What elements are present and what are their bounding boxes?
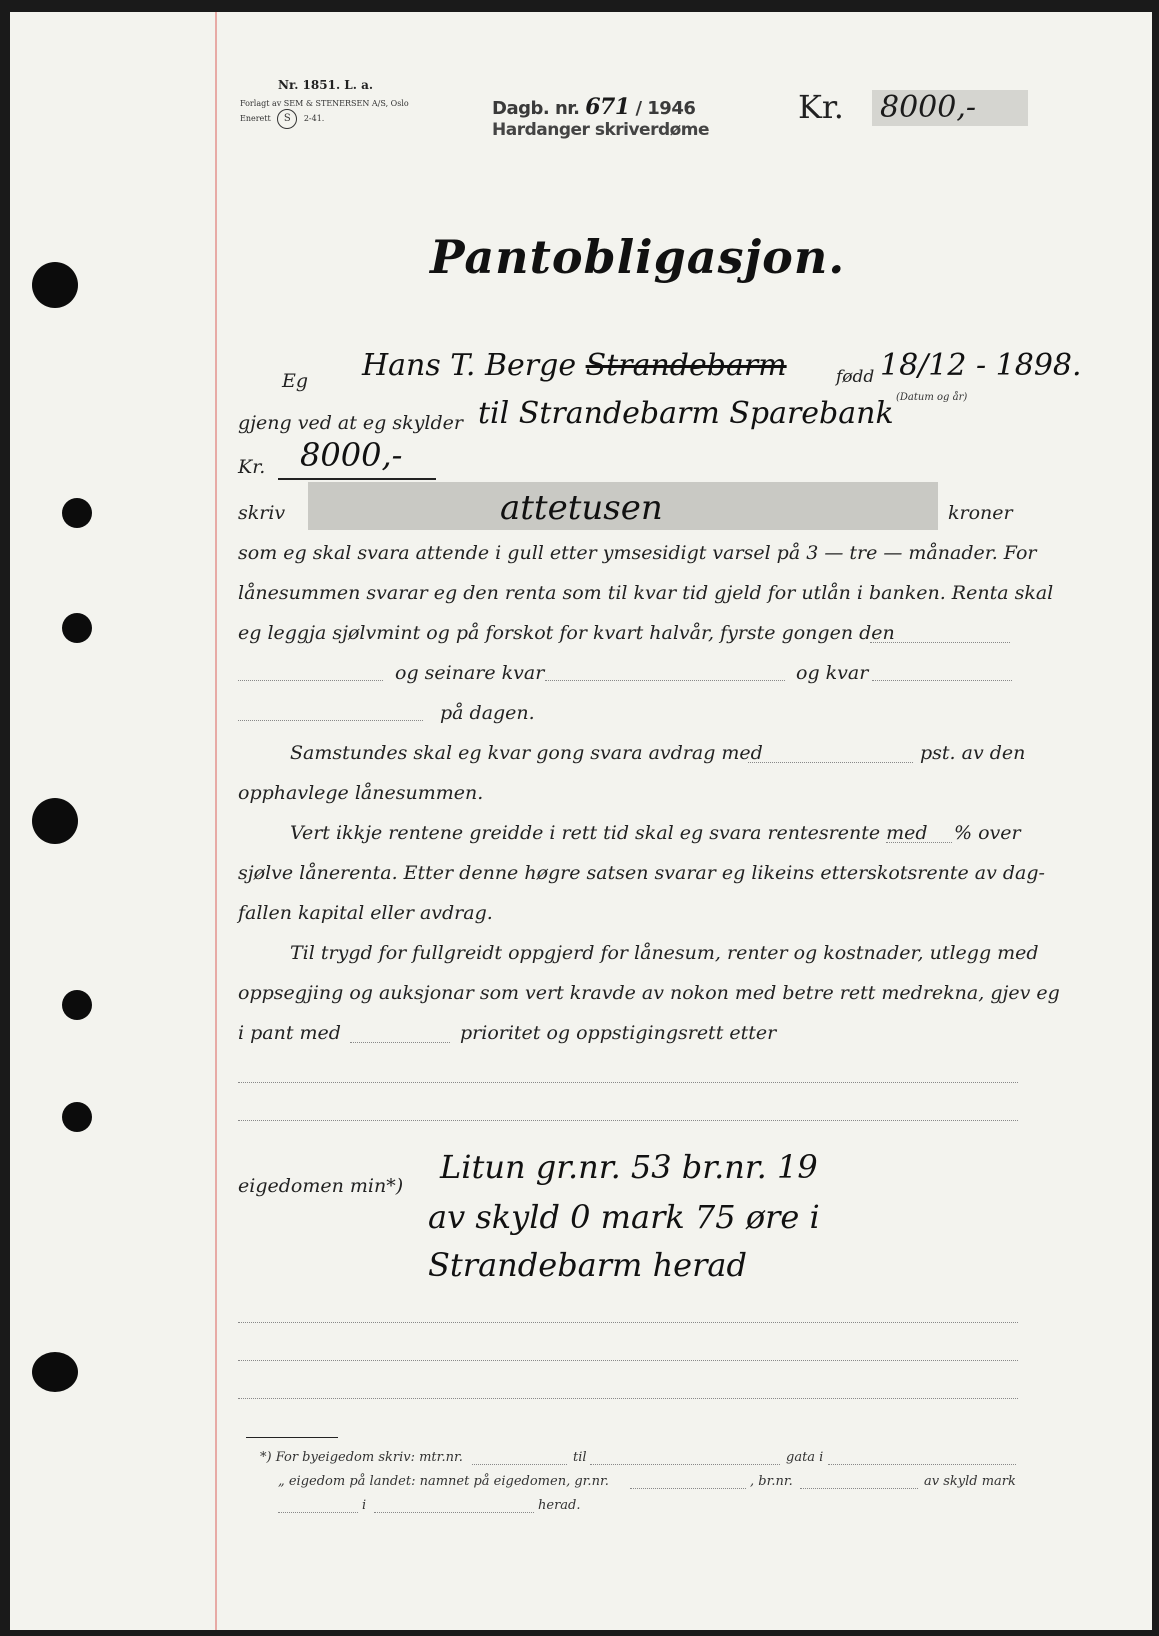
dotted-line: [828, 1464, 1016, 1465]
dagb-number: 671: [585, 94, 630, 120]
line-10: oppsegjing og auksjonar som vert kravde av nokon med betre rett medrekna, gjev eg: [238, 982, 1060, 1004]
punch-hole: [62, 1102, 92, 1132]
form-code: 2-41.: [303, 114, 325, 123]
line-9: Til trygd for fullgreidt oppgjerd for lånesum, renter og kostnader, utlegg med: [290, 942, 1039, 964]
debtor-name: [362, 348, 787, 383]
dotted-line: [590, 1464, 780, 1465]
footnote-3a: i: [362, 1498, 367, 1513]
publisher-line: [240, 98, 440, 129]
dagb-year: / 1946: [635, 98, 696, 119]
birth-date: 18/12 - 1898.: [880, 348, 1082, 383]
line-1: som eg skal svara attende i gull etter ymsesidigt varsel på 3 — tre — månader. For: [238, 542, 1037, 564]
footnote-2b: , br.nr.: [750, 1474, 793, 1489]
punch-hole: [62, 990, 92, 1020]
footnote-1a: *) For byeigedom skriv: mtr.nr.: [260, 1450, 463, 1465]
line-4b: pst. av den: [920, 742, 1026, 764]
i-pant-label: i pant med: [238, 1022, 341, 1044]
footnote-1c: gata i: [786, 1450, 824, 1465]
dagbok-stamp: [492, 94, 695, 120]
eigedomen-label: eigedomen min*): [238, 1175, 404, 1197]
dotted-line: [238, 1360, 1018, 1361]
punch-hole: [32, 1352, 78, 1392]
pa-dagen-label: på dagen.: [440, 702, 535, 724]
footnote-2c: av skyld mark: [924, 1474, 1016, 1489]
skriv-label: skriv: [238, 502, 286, 524]
footnote-3b: herad.: [538, 1498, 581, 1513]
dotted-line: [800, 1488, 918, 1489]
punch-hole: [32, 262, 78, 308]
dotted-line: [545, 680, 785, 681]
line-6b: % over: [954, 822, 1021, 844]
debtor-name-struck: Strandebarm: [585, 348, 787, 383]
punch-hole: [32, 798, 78, 844]
publisher-logo: S: [277, 109, 297, 129]
dotted-line: [886, 842, 952, 843]
punch-hole: [62, 613, 92, 643]
dotted-line: [238, 1120, 1018, 1121]
footnote-2a: „ eigedom på landet: namnet på eigedomen, gr.nr.: [278, 1474, 609, 1489]
dagb-label: Dagb. nr.: [492, 98, 580, 119]
publisher-code: [240, 109, 440, 129]
dotted-line: [472, 1464, 567, 1465]
punch-hole: [62, 498, 92, 528]
publisher-text: Forlagt av SEM & STENERSEN A/S, Oslo: [240, 99, 409, 108]
seinare-label: og seinare kvar: [395, 662, 545, 684]
kroner-label: kroner: [948, 502, 1013, 524]
dotted-line: [238, 1082, 1018, 1083]
dotted-line: [238, 680, 383, 681]
dotted-line: [748, 762, 913, 763]
datum-note: (Datum og år): [896, 392, 968, 403]
amount-underline: [278, 478, 436, 480]
footnote-1b: til: [573, 1450, 587, 1465]
dotted-line: [374, 1512, 534, 1513]
dotted-line: [872, 680, 1012, 681]
fodd-label: fødd: [836, 367, 875, 387]
dotted-line: [238, 1398, 1018, 1399]
document-title: Pantobligasjon.: [430, 230, 846, 284]
margin-rule: [215, 12, 217, 1630]
property-line-2: av skyld 0 mark 75 øre i: [428, 1198, 820, 1236]
eg-label: Eg: [282, 370, 309, 392]
property-line-1: Litun gr.nr. 53 br.nr. 19: [440, 1148, 818, 1186]
line-8: fallen kapital eller avdrag.: [238, 902, 493, 924]
dotted-line: [238, 1322, 1018, 1323]
kr-label: Kr.: [238, 456, 266, 478]
document-page: [10, 12, 1152, 1630]
dotted-line: [630, 1488, 746, 1489]
dotted-line: [350, 1042, 450, 1043]
form-number: Nr. 1851. L. a.: [278, 78, 374, 92]
creditor-name: til Strandebarm Sparebank: [478, 396, 894, 431]
dotted-line: [238, 720, 423, 721]
amount-words: attetusen: [500, 488, 663, 528]
dotted-line: [870, 642, 1010, 643]
footnote-rule: [246, 1437, 338, 1438]
line-2: lånesummen svarar eg den renta som til kvar tid gjeld for utlån i banken. Renta skal: [238, 582, 1054, 604]
line-4a: Samstundes skal eg kvar gong svara avdrag med: [290, 742, 763, 764]
line-5: opphavlege lånesummen.: [238, 782, 484, 804]
amount-value: 8000,-: [872, 90, 1028, 126]
enerett-text: Enerett: [240, 114, 271, 123]
amount-figure: 8000,-: [300, 436, 403, 474]
line-3: eg leggja sjølvmint og på forskot for kvart halvår, fyrste gongen den: [238, 622, 895, 644]
line-7: sjølve lånerenta. Etter denne høgre satsen svarar eg likeins etterskotsrente av dag-: [238, 862, 1045, 884]
dotted-line: [278, 1512, 358, 1513]
office-stamp: Hardanger skriverdøme: [492, 120, 710, 140]
property-line-3: Strandebarm herad: [428, 1246, 747, 1284]
skylder-label: gjeng ved at eg skylder: [238, 412, 463, 434]
prioritet-label: prioritet og oppstigingsrett etter: [460, 1022, 777, 1044]
amount-label: Kr.: [798, 88, 844, 126]
debtor-name-text: Hans T. Berge: [362, 348, 577, 383]
line-6a: Vert ikkje rentene greidde i rett tid skal eg svara rentesrente med: [290, 822, 928, 844]
og-kvar-label: og kvar: [796, 662, 869, 684]
